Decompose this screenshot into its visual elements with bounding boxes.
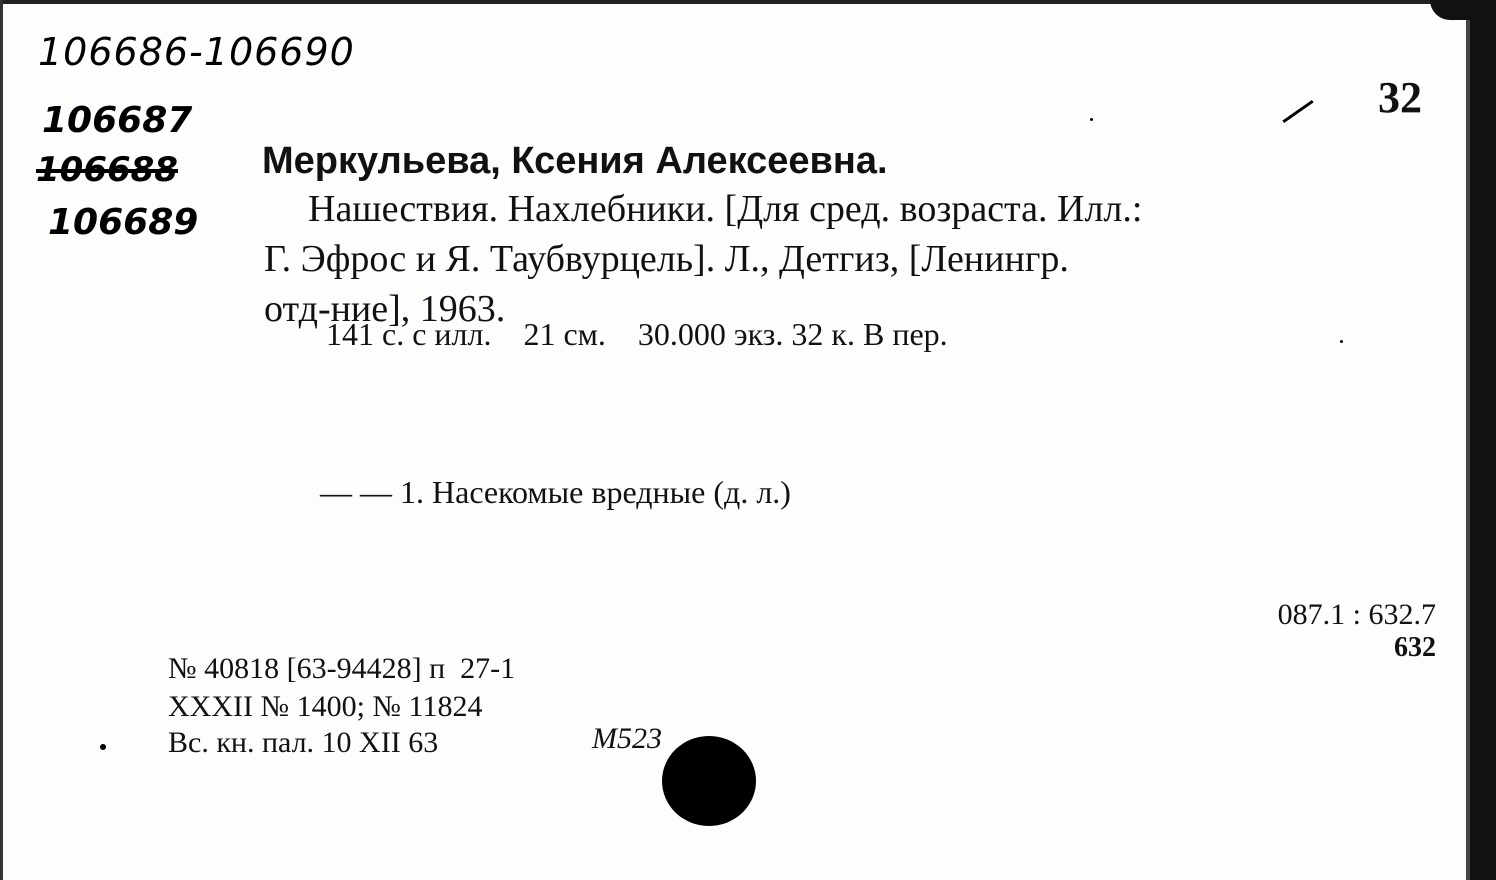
card-right-edge — [1470, 0, 1496, 880]
card-top-edge — [0, 0, 1496, 4]
card-corner — [1430, 0, 1470, 20]
description-line: Нашествия. Нахлебники. [Для сред. возраста. Илл.: — [308, 188, 1143, 230]
card-number: 32 — [1378, 73, 1422, 122]
speck — [1340, 340, 1343, 343]
handwritten-inventory-range: 106686-106690 — [38, 30, 355, 74]
registration-line: № 40818 [63-94428] п 27-1 — [168, 652, 516, 685]
udc-classification-secondary: 632 — [1394, 632, 1436, 663]
bibliographic-description — [264, 184, 1434, 334]
subject-heading: — — 1. Насекомые вредные (д. л.) — [320, 474, 791, 510]
description-line: Г. Эфрос и Я. Таубвурцель]. Л., Детгиз, [Ленингр. — [264, 238, 1069, 280]
speck — [100, 744, 106, 750]
handwritten-inventory-number: 106687 — [42, 100, 193, 141]
check-mark — [1282, 100, 1313, 123]
punch-hole — [662, 736, 756, 826]
registration-line: XXXII № 1400; № 11824 — [168, 690, 483, 723]
speck — [1090, 118, 1093, 121]
author-heading: Меркульева, Ксения Алексеевна. — [262, 140, 888, 182]
handwritten-inventory-number-struck: 106688 — [36, 150, 178, 190]
registration-code: M523 — [592, 722, 662, 755]
udc-classification: 087.1 : 632.7 — [1277, 598, 1436, 631]
handwritten-inventory-number: 106689 — [48, 202, 199, 243]
card-left-edge — [0, 0, 3, 880]
registration-line: Вс. кн. пал. 10 XII 63 — [168, 726, 439, 759]
description-line: отд-ние], 1963. — [264, 288, 506, 330]
physical-description: 141 с. с илл. 21 см. 30.000 экз. 32 к. В пер. — [326, 316, 948, 352]
